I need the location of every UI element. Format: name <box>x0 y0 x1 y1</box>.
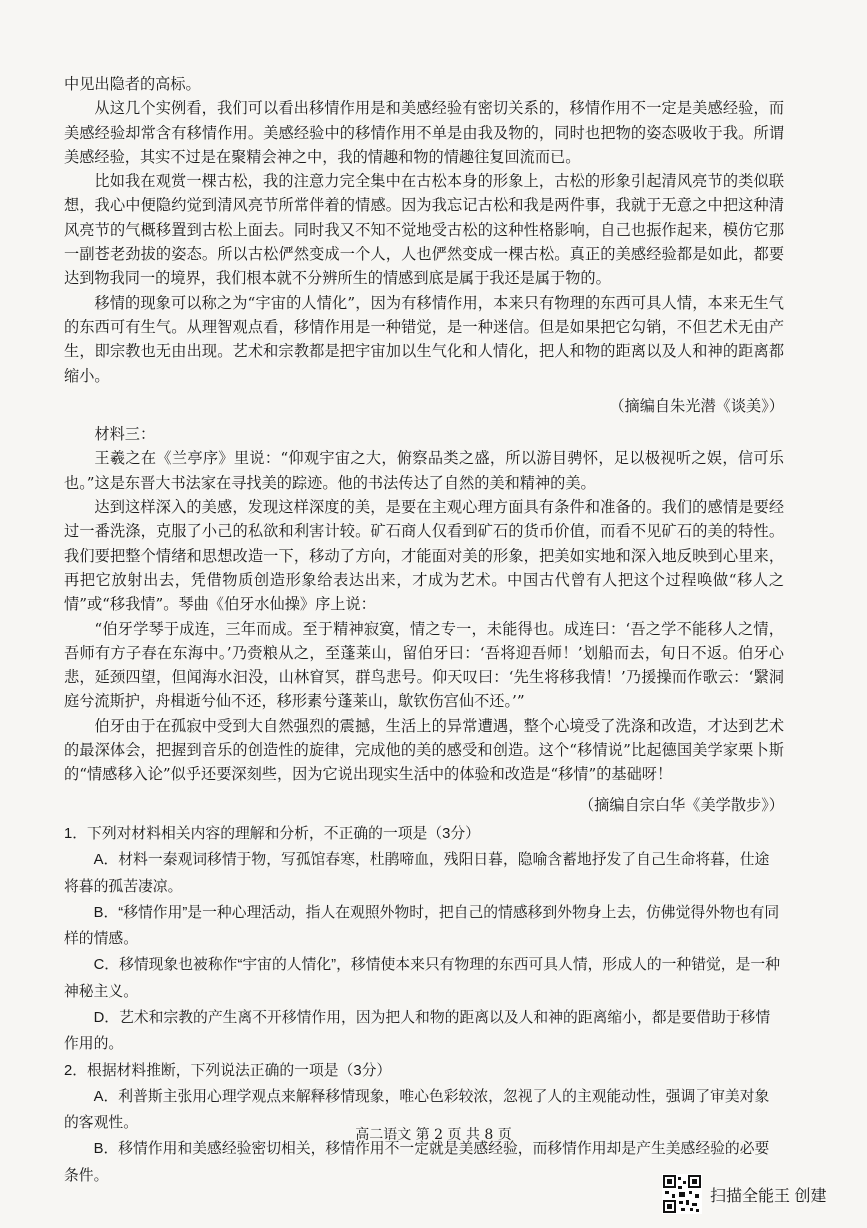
paragraph: 伯牙由于在孤寂中受到大自然强烈的震撼，生活上的异常遭遇，整个心境受了洗涤和改造，才达到艺术的最深体会，把握到音乐的创造性的旋律，完成他的美的感受和创造。这个“移情说”比起德国美学家栗卜斯的“情感移入论”似乎还要深刻些，因为它说出现实生活中的体验和改造是“移情”的基础呀！ <box>64 716 784 784</box>
answer-option: A．材料一秦观词移情于物，写孤馆春寒，杜鹃啼血，残阳日暮，隐喻含蓄地抒发了自己生命将暮，仕途将暮的孤苦凄凉。 <box>64 852 770 895</box>
document-page <box>64 72 784 1189</box>
answer-option: B．“移情作用”是一种心理活动，指人在观照外物时，把自己的情感移到外物身上去，仿佛觉得外物也有同样的情感。 <box>64 904 780 948</box>
question-1 <box>64 821 784 1058</box>
paragraph: “伯牙学琴于成连，三年而成。至于精神寂寞，情之专一，未能得也。成连曰：‘吾之学不能移人之情，吾师有方子春在东海中。’乃赍粮从之，至蓬莱山，留伯牙曰：‘吾将迎吾师！’划船而去，旬日不返。伯牙心悲，延颈四望，但闻海水汩没，山林窅冥，群鸟悲号。仰天叹曰：‘先生将移我情！’乃援操而作歌云：‘繄洞庭兮流斯护，舟楫逝兮仙不还，移形素兮蓬莱山，歍钦伤宫仙不还。’” <box>64 619 784 711</box>
paragraph: 从这几个实例看，我们可以看出移情作用是和美感经验有密切关系的，移情作用不一定是美感经验，而美感经验却常含有移情作用。美感经验中的移情作用不单是由我及物的，同时也把物的姿态吸收于我。所谓美感经验，其实不过是在聚精会神之中，我的情趣和物的情趣往复回流而已。 <box>64 99 784 166</box>
paragraph: 移情的现象可以称之为“宇宙的人情化”，因为有移情作用，本来只有物理的东西可具人情，本来无生气的东西可有生气。从理智观点看，移情作用是一种错觉，是一种迷信。但是如果把它勾销，不但艺术无由产生，即宗教也无由出现。艺术和宗教都是把宇宙加以生气化和人情化，把人和物的距离以及人和神的距离都缩小。 <box>64 293 784 385</box>
scanner-watermark <box>662 1172 826 1216</box>
answer-option: D．艺术和宗教的产生离不开移情作用，因为把人和物的距离以及人和神的距离缩小，都是要借助于移情作用的。 <box>64 1009 771 1053</box>
source-citation: （摘编自朱光潜《谈美》） <box>609 396 784 415</box>
answer-option: B．移情作用和美感经验密切相关，移情作用不一定就是美感经验，而移情作用却是产生美感经验的必要条件。 <box>64 1141 770 1184</box>
source-citation: （摘编自宗白华《美学散步》） <box>578 795 784 814</box>
qr-code-icon <box>662 1174 702 1214</box>
paragraph: 达到这样深入的美感，发现这样深度的美，是要在主观心理方面具有条件和准备的。我们的感情是要经过一番洗涤，克服了小己的私欲和利害计较。矿石商人仅看到矿石的货币价值，而看不见矿石的美的特性。我们要把整个情绪和思想改造一下，移动了方向，才能面对美的形象，把美如实地和深入地反映到心里来，再把它放射出去，凭借物质创造形象给表达出来，才成为艺术。中国古代曾有人把这个过程唤做“移人之情”或“移我情”。琴曲《伯牙水仙操》序上说： <box>64 498 784 614</box>
question-stem: 2．根据材料推断，下列说法正确的一项是（3分） <box>64 1062 392 1079</box>
page-footer: 高二语文 第 2 页 共 8 页 <box>355 1127 512 1143</box>
paragraph: 比如我在观赏一棵古松，我的注意力完全集中在古松本身的形象上，古松的形象引起清风亮节的类似联想，我心中便隐约觉到清风亮节所常伴着的情感。因为我忘记古松和我是两件事，我就于无意之中把这种清风亮节的气概移置到古松上面去。同时我又不知不觉地受古松的这种性格影响，自己也振作起来，模仿它那一副苍老劲拔的姿态。所以古松俨然变成一个人，人也俨然变成一棵古松。真正的美感经验都是如此，都要达到物我同一的境界，我们根本就不分辨所生的情感到底是属于我还是属于物的。 <box>64 172 784 288</box>
scanner-label: 扫描全能王 创建 <box>710 1187 827 1205</box>
section-heading: 材料三： <box>94 425 156 444</box>
passage-b <box>64 446 784 786</box>
answer-option: A．利普斯主张用心理学观点来解释移情现象，唯心色彩较浓，忽视了人的主观能动性，强调了审美对象的客观性。 <box>64 1088 770 1132</box>
paragraph: 中见出隐者的高标。 <box>64 75 201 93</box>
passage-a <box>64 72 784 388</box>
answer-option: C．移情现象也被称作“宇宙的人情化”，移情使本来只有物理的东西可具人情，形成人的一种错觉，是一种神秘主义。 <box>64 957 780 1000</box>
question-stem: 1．下列对材料相关内容的理解和分析，不正确的一项是（3分） <box>64 825 480 842</box>
paragraph: 王羲之在《兰亭序》里说：“仰观宇宙之大，俯察品类之盛，所以游目骋怀，足以极视听之娱，信可乐也。”这是东晋大书法家在寻找美的踪迹。他的书法传达了自然的美和精神的美。 <box>64 449 784 492</box>
